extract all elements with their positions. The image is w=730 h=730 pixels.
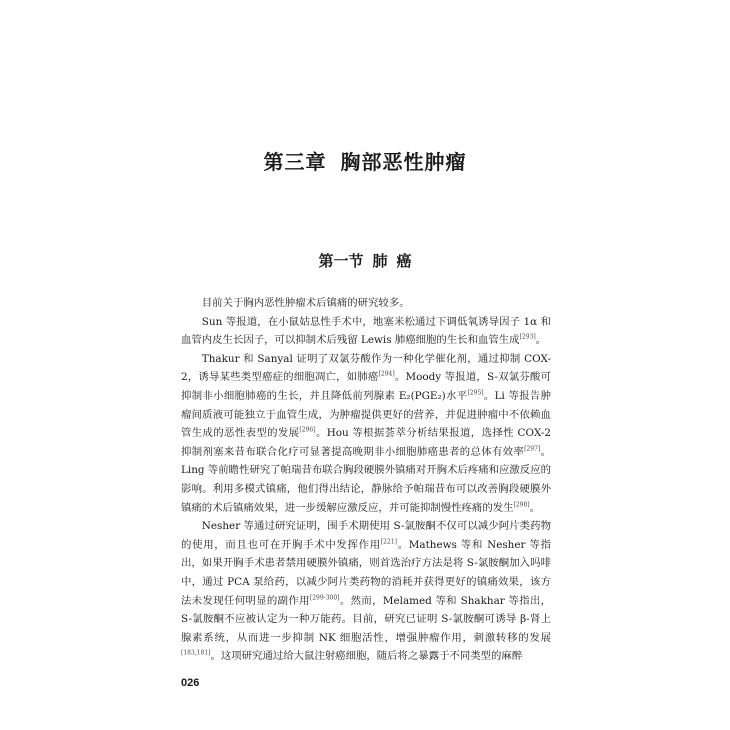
page-number: 026 bbox=[181, 677, 200, 689]
section-name-part-1: 肺 bbox=[372, 252, 388, 270]
citation-ref: [297] bbox=[524, 445, 541, 453]
citation-ref: [296] bbox=[299, 426, 316, 434]
chapter-title bbox=[0, 146, 730, 175]
paragraph-3: Thakur 和 Sanyal 证明了双氯芬酸作为一种化学催化剂，通过抑制 COX-2，诱导某些类型癌症的细胞凋亡，如肺癌[294]。Moody 等报道，S-双氯芬酸可抑制非小细胞肺癌的生长，并且降低前列腺素 E₂(PGE₂)水平[295]。Li 等报告肿瘤间质液可能独立于血管生成，为肿瘤提供更好的营养，并促进肿瘤中不依赖血管生成的恶性表型的发展[296]。Hou 等根据荟萃分析结果报道，选择性 COX-2 抑制剂塞来昔布联合化疗可显著提高晚期非小细胞肺癌患者的总体有效率[297]。Ling 等前瞻性研究了帕瑞昔布联合胸段硬膜外镇痛对开胸术后疼痛和应激反应的影响。利用多模式镇痛，他们得出结论，静脉给予帕瑞昔布可以改善胸段硬膜外镇痛的术后镇痛效果，进一步缓解应激反应，并可能抑制慢性疼痛的发生[298]。 bbox=[181, 352, 552, 514]
citation-ref: [183,181] bbox=[181, 649, 211, 657]
chapter-name: 胸部恶性肿瘤 bbox=[340, 150, 467, 174]
section-number: 第一节 bbox=[318, 252, 364, 270]
citation-ref: [295] bbox=[467, 389, 484, 397]
section-name-part-2: 癌 bbox=[396, 252, 412, 270]
section-title bbox=[0, 250, 730, 271]
citation-ref: [299-300] bbox=[309, 594, 340, 602]
citation-ref: [293] bbox=[519, 333, 536, 341]
body-text bbox=[181, 294, 551, 666]
citation-ref: [221] bbox=[380, 538, 397, 546]
chapter-number: 第三章 bbox=[263, 150, 327, 174]
citation-ref: [298] bbox=[513, 501, 530, 509]
paragraph-1: 目前关于胸内恶性肿瘤术后镇痛的研究较多。 bbox=[201, 297, 410, 309]
paragraph-2: Sun 等报道，在小鼠姑息性手术中，地塞米松通过下调低氧诱导因子 1α 和血管内皮生长因子，可以抑制术后残留 Lewis 肺癌细胞的生长和血管生成[293]。 bbox=[181, 315, 551, 347]
citation-ref: [294] bbox=[378, 370, 395, 378]
paragraph-4: Nesher 等通过研究证明，围手术期使用 S-氯胺酮不仅可以减少阿片类药物的使用，而且也可在开胸手术中发挥作用[221]。Mathews 等和 Nesher 等指出，如果开胸手术患者禁用硬膜外镇痛，则首选治疗方法是将 S-氯胺酮加入吗啡中，通过 PCA 泵给药，以减少阿片类药物的消耗并获得更好的镇痛效果，该方法未发现任何明显的副作用[299-300]。然而，Melamed 等和 Shakhar 等指出，S-氯胺酮不应被认定为一种万能药。目前，研究已证明 S-氯胺酮可诱导 β-肾上腺素系统，从而进一步抑制 NK 细胞活性，增强肿瘤作用，刺激转移的发展[183,181]。这项研究通过给大鼠注射癌细胞，随后将之暴露于不同类型的麻醉 bbox=[181, 520, 551, 663]
